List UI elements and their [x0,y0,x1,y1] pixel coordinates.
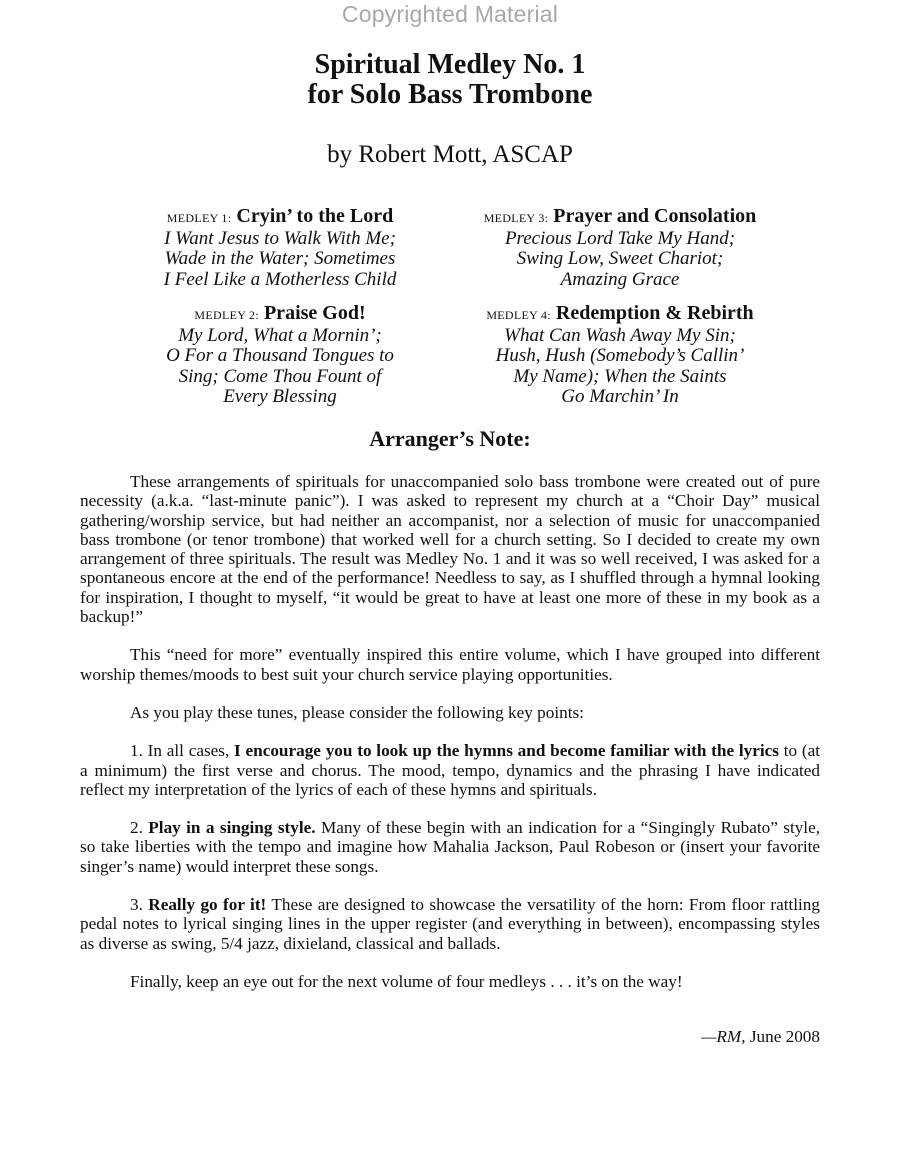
medley-3-title: Prayer and Consolation [553,205,757,227]
note-paragraph-closing: Finally, keep an eye out for the next volume of four medleys . . . it’s on the way! [130,971,683,991]
song-line: I Feel Like a Motherless Child [163,268,397,290]
song-line: Precious Lord Take My Hand; [504,227,736,249]
song-line: I Want Jesus to Walk With Me; [164,227,396,249]
song-line: My Name); When the Saints [513,365,727,387]
medley-3-number: MEDLEY 3: [483,211,549,225]
medley-4-title: Redemption & Rebirth [555,302,754,324]
song-line: Sing; Come Thou Fount of [178,365,382,387]
composer-byline: by Robert Mott, ASCAP [327,141,573,168]
song-line: Every Blessing [223,386,337,407]
point-1-text: to (at a minimum) the first verse and chorus. The mood, tempo, dynamics and the phrasing I have indicated reflect my interpretation of the lyrics of each of these hymns and spirituals. [80,741,820,799]
page-title [0,50,900,110]
note-point-1 [80,741,820,799]
song-line: O For a Thousand Tongues to [166,345,394,366]
medley-3-songs [455,229,785,291]
point-1-emphasis: I encourage you to look up the hymns and become familiar with the lyrics [234,741,779,761]
song-line: Wade in the Water; Sometimes [164,248,396,269]
song-line: Go Marchin’ In [561,386,679,407]
point-2-emphasis: Play in a singing style. [148,818,316,838]
medley-2-block [115,303,445,408]
signature [701,1027,820,1047]
point-3-text: These are designed to showcase the versatility of the horn: From floor rattling pedal notes to lyrical singing lines in the upper register (and everything in between), encompassing styles as diverse as swing, 5/4 jazz, dixieland, classical and ballads. [80,895,820,953]
song-line: Hush, Hush (Somebody’s Callin’ [495,345,745,366]
signature-initials: —RM, [701,1027,746,1046]
note-point-2 [80,818,820,876]
title-line-1: Spiritual Medley No. 1 [314,49,586,80]
song-line: My Lord, What a Mornin’; [178,324,382,346]
medley-3-block [455,206,785,290]
medley-2-number: MEDLEY 2: [194,308,259,322]
song-line: What Can Wash Away My Sin; [504,324,736,346]
medley-4-songs [455,326,785,408]
medley-4-number: MEDLEY 4: [486,308,551,322]
song-line: Amazing Grace [560,268,680,290]
arrangers-note-body [80,472,820,1010]
note-paragraph-1: These arrangements of spirituals for unaccompanied solo bass trombone were created out of pure necessity (a.k.a. “last-minute panic”). I was asked to represent my church at a “Choir Day” musical gathering/worship service, but had neither an accompanist, nor a selection of music for unaccompanied bass trombone (or tenor trombone) that worked well for a church setting. So I decided to create my own arrangement of three spirituals. The result was Medley No. 1 and it was so well received, I was asked for a spontaneous encore at the end of the performance! Needless to say, as I shuffled through a hymnal looking for inspiration, I thought to myself, “it would be great to have at least one more of these in my book as a backup!” [80,472,820,627]
medley-1-songs [115,229,445,291]
point-2-number: 2. [130,818,149,838]
song-line: Swing Low, Sweet Chariot; [516,248,724,269]
point-2-text: Many of these begin with an indication for a “Singingly Rubato” style, so take liberties with the tempo and imagine how Mahalia Jackson, Paul Robeson or (insert your favorite singer’s name) would interpret these songs. [80,818,821,876]
medley-1-title: Cryin’ to the Lord [236,205,394,227]
medley-2-title: Praise God! [263,302,366,324]
medley-4-block [455,303,785,408]
medley-1-block [115,206,445,290]
title-line-2: for Solo Bass Trombone [307,79,593,110]
point-3-number: 3. [130,895,149,915]
note-point-3 [80,895,820,953]
medley-2-songs [115,326,445,408]
note-paragraph-2: This “need for more” eventually inspired this entire volume, which I have grouped into different worship themes/moods to best suit your church service playing opportunities. [80,645,820,684]
arrangers-note-heading: Arranger’s Note: [369,426,531,451]
note-paragraph-3: As you play these tunes, please consider the following key points: [130,702,584,722]
point-1-number: 1. In all cases, [130,741,235,761]
signature-date: June 2008 [745,1027,820,1046]
copyright-watermark: Copyrighted Material [341,1,559,27]
medley-1-number: MEDLEY 1: [166,211,232,225]
point-3-emphasis: Really go for it! [148,895,267,915]
